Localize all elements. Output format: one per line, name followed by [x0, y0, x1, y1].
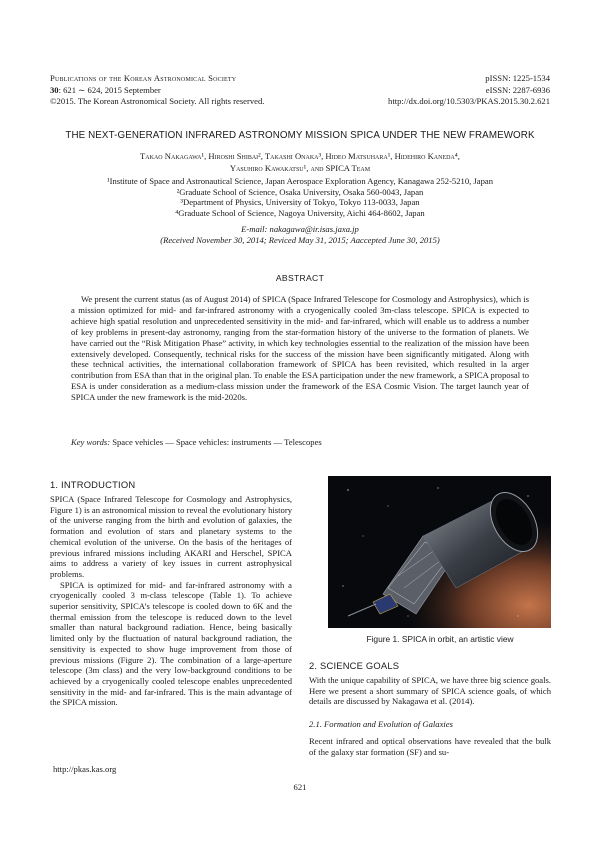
affiliations [50, 176, 550, 218]
affiliation-1: ¹Institute of Space and Astronautical Science, Japan Aerospace Exploration Agency, Kanagawa 252-5210, Japan [107, 176, 493, 186]
science-goals-paragraph-2: Recent infrared and optical observations have revealed that the bulk of the galaxy star formation (SF) and su- [309, 735, 551, 757]
journal-name: Publications of the Korean Astronomical Society [50, 73, 237, 83]
paper-title: THE NEXT-GENERATION INFRARED ASTRONOMY MISSION SPICA UNDER THE NEW FRAMEWORK [65, 130, 535, 141]
affiliation-2: ²Graduate School of Science, Osaka University, Osaka 560-0043, Japan [176, 186, 424, 197]
authors-line-1: Takao Nakagawa¹, Hiroshi Shibai², Takashi Onaka³, Hideo Matsuhara¹, Hidehiro Kaneda⁴, [140, 151, 460, 161]
volume-number: 30 [50, 84, 59, 95]
authors-line-2: Yasuhiro Kawakatsu¹, and SPICA Team [229, 162, 371, 173]
science-goals-column [309, 675, 551, 757]
journal-url[interactable]: http://pkas.kas.org [53, 764, 117, 774]
intro-paragraph-1: SPICA (Space Infrared Telescope for Cosmology and Astrophysics, Figure 1) is an astronomical mission to reveal the evolutionary history of the universe ranging from the birth and evolution of galaxies, the formation and evolution of stars and planetary systems to the chemical evolution of the universe. On the basis of the heritages of previous infrared missions including AKARI and Herschel, SPICA aims to address a variety of key issues in current astrophysical problems. [50, 494, 292, 579]
running-header-right [300, 73, 550, 108]
section-2-heading: 2. SCIENCE GOALS [309, 660, 400, 671]
spica-spacecraft-illustration [328, 476, 551, 628]
contact-email[interactable]: E-mail: nakagawa@ir.isas.jaxa.jp [241, 224, 359, 234]
affiliation-3: ³Department of Physics, University of Tokyo, Tokyo 113-0033, Japan [180, 197, 420, 208]
section-1-heading: 1. INTRODUCTION [50, 479, 136, 490]
received-dates: (Received November 30, 2014; Reviced May 31, 2015; Aaccepted June 30, 2015) [160, 235, 440, 245]
copyright: ©2015. The Korean Astronomical Society. All rights reserved. [50, 96, 265, 106]
figure-1-image [328, 476, 551, 628]
intro-column [50, 494, 292, 708]
subsection-2-1-heading: 2.1. Formation and Evolution of Galaxies [309, 719, 453, 730]
figure-1-caption: Figure 1. SPICA in orbit, an artistic view [366, 634, 514, 644]
keywords [71, 437, 529, 447]
issue-info: : 621 ∼ 624, 2015 September [58, 84, 161, 95]
abstract-heading: ABSTRACT [275, 273, 325, 283]
pissn: pISSN: 1225-1534 [485, 73, 550, 83]
abstract-text: We present the current status (as of August 2014) of SPICA (Space Infrared Telescope for Cosmology and Astrophysics), which is a mission optimized for mid- and far-infrared astronomy with a cryogenically cooled 3m-class telescope. SPICA is expected to achieve high spatial resolution and unprecedented sensitivity in the mid- and far-infrared, which will enable us to address a number of key problems in present-day astronomy, ranging from the star-formation history of the universe to the formation of planets. We have carried out the “Risk Mitigation Phase” activity, in which key technologies essential to the realization of the mission have been extensively developed. Consequently, technical risks for the success of the mission have been significantly mitigated. Along with these technical activities, the international collaboration framework of SPICA has been revisited, which resulted in la arger contribution from ESA than that in the original plan. To enable the ESA participation under the new framework, a SPICA proposal to ESA is under consideration as a medium-class mission under the framework of the ESA Cosmic Vision. The target launch year of SPICA under the new framework is the mid-2020s. [71, 294, 529, 403]
science-goals-paragraph-1: With the unique capability of SPICA, we have three big science goals. Here we present a short summary of SPICA science goals, of which details are discussed by Nakagawa et al. (2014). [309, 675, 551, 707]
keywords-label: Key words: [71, 437, 111, 447]
page-number: 621 [293, 782, 307, 792]
doi-link[interactable]: http://dx.doi.org/10.5303/PKAS.2015.30.2.621 [388, 96, 550, 106]
affiliation-4: ⁴Graduate School of Science, Nagoya University, Aichi 464-8602, Japan [175, 207, 425, 218]
keywords-text: Space vehicles — Space vehicles: instruments — Telescopes [112, 437, 322, 447]
intro-paragraph-2: SPICA is optimized for mid- and far-infrared astronomy with a cryogenically cooled 3 m-class telescope (Table 1). To achieve superior sensitivity, SPICA’s telescope is cooled down to 6K and the thermal emission from the telescope is reduced down to the level smaller than natural background radiation. Hence, being basically limited only by the fluctuation of natural background radiation, the sensitivity is expected to show huge improvement from those of previous missions (Figure 2). The combination of a large-aperture telescope (3m class) and the very low-background conditions to be achieved by a cryogenically cooled telescope enables unprecedented sensitivity in the mid- and far-infrared. This is the main advantage of the SPICA mission. [50, 579, 292, 708]
eissn: eISSN: 2287-6936 [485, 84, 550, 95]
author-list [60, 151, 540, 174]
